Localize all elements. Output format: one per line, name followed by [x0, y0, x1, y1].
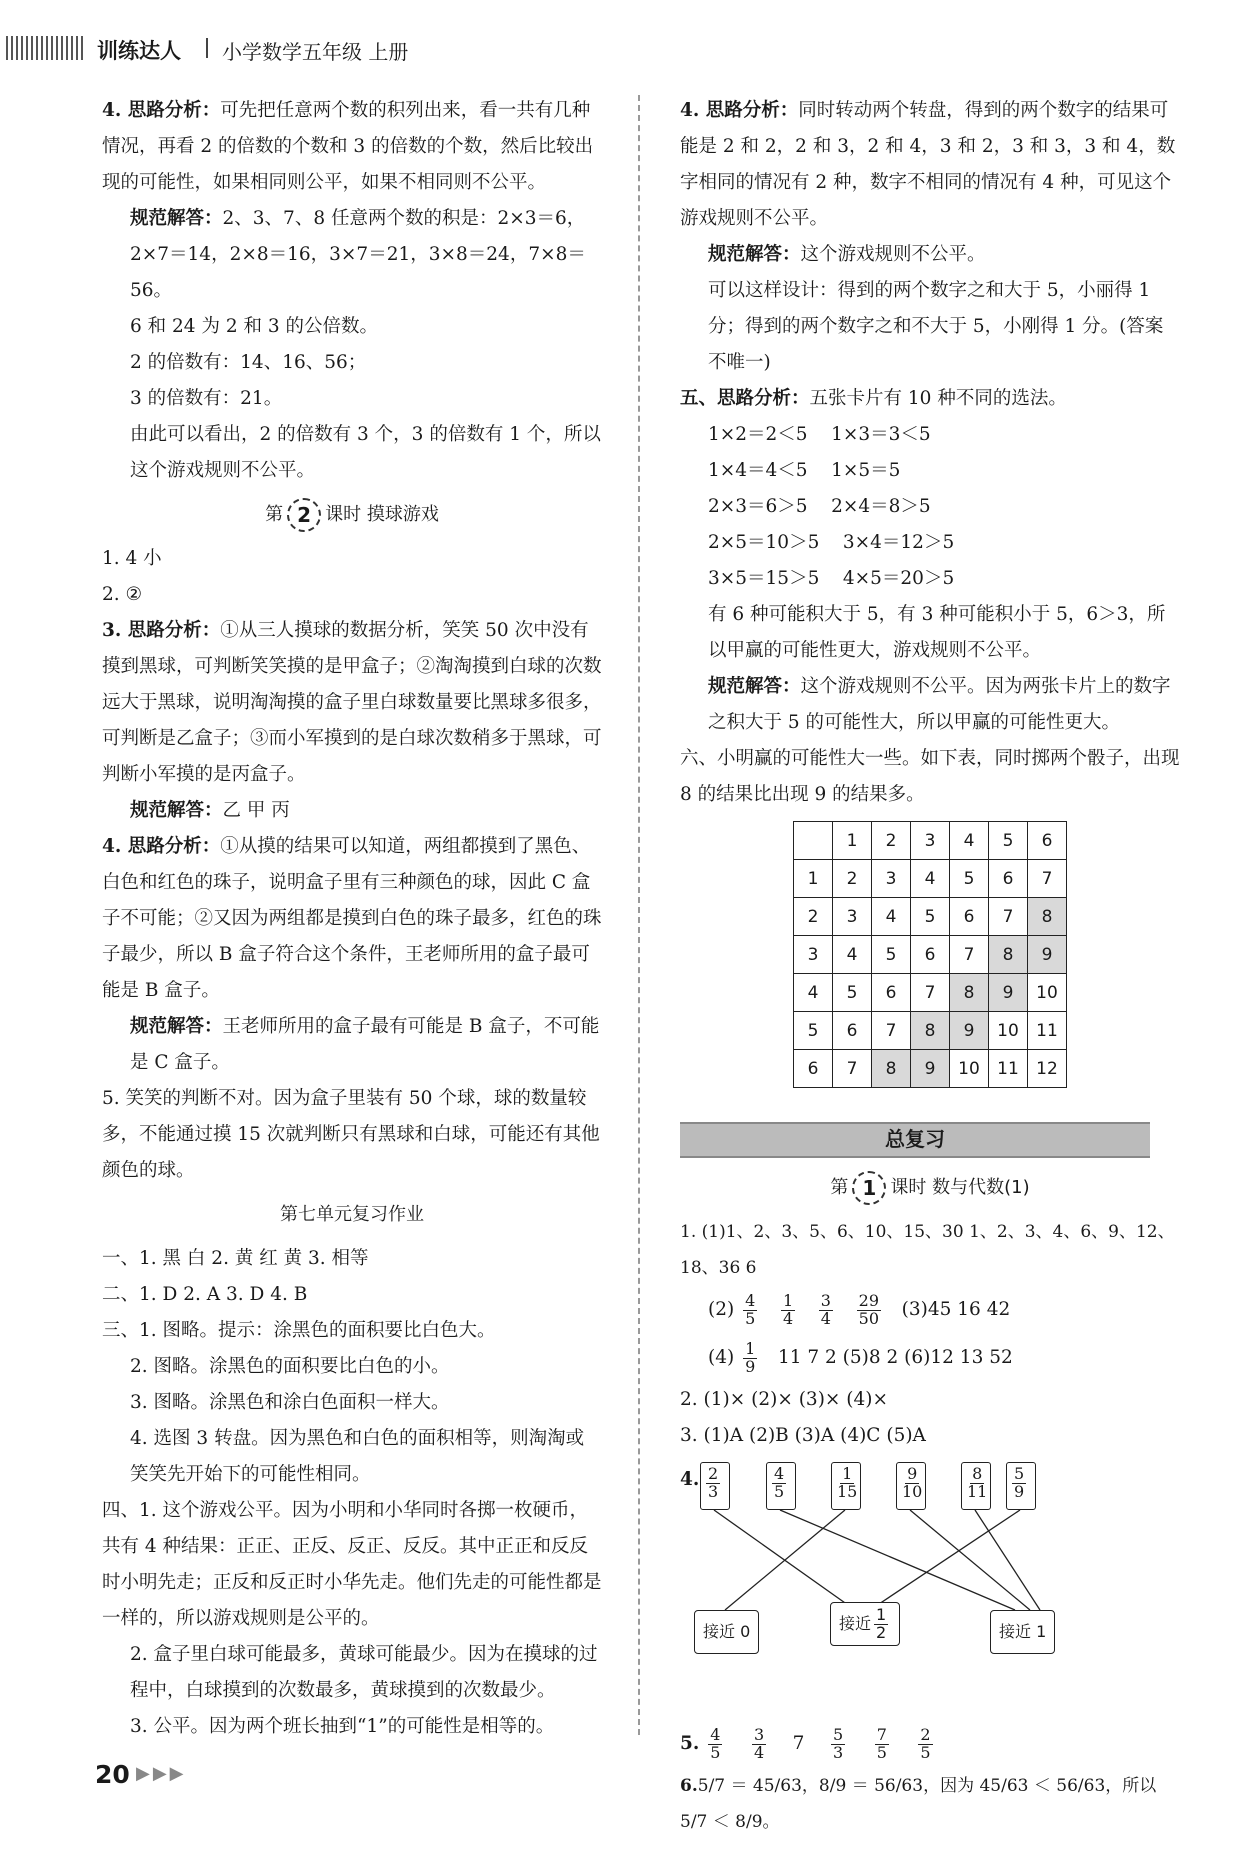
table-cell: 6: [950, 898, 989, 936]
table-cell: 1: [833, 822, 872, 860]
q5-analysis: 五、思路分析：五张卡片有 10 种不同的选法。: [680, 388, 1067, 409]
right-column: [680, 93, 1180, 1840]
table-cell: 4: [911, 860, 950, 898]
table-cell: [794, 822, 833, 860]
integer-value: 7: [792, 1733, 805, 1754]
match-line: [725, 1510, 845, 1610]
fraction: $\frac{4}{5}$: [745, 1290, 756, 1328]
table-cell-highlight: 8: [989, 936, 1028, 974]
table-cell: 10: [1028, 974, 1067, 1012]
table-cell: 5: [794, 1012, 833, 1050]
s1-line2: (2) $\frac{4}{5}$ $\frac{1}{4}$ $\frac{3}{4}$ $\frac{29}{50}$ (3)45 16 42: [708, 1290, 1011, 1328]
fraction: $\frac{29}{50}$: [858, 1290, 879, 1328]
section-heading-lesson1: 第 1 课时 数与代数(1): [680, 1170, 1180, 1206]
fraction-card: $\frac{2}{3}$: [700, 1462, 730, 1510]
q4-line: 2 的倍数有：14、16、56；: [130, 352, 367, 373]
lesson-number-badge: 1: [852, 1171, 886, 1205]
match-line: [780, 1510, 1015, 1610]
answer-5: 5. 笑笑的判断不对。因为盒子里装有 50 个球，球的数量较多，不能通过摸 15 次就判断只有黑球和白球，可能还有其他颜色的球。: [102, 1088, 600, 1181]
q5-line: 2×3＝6＞5 2×4＝8＞5: [708, 496, 931, 517]
fraction-card: $\frac{5}{9}$: [1006, 1462, 1036, 1510]
table-cell: 7: [833, 1050, 872, 1088]
q6-text: 六、小明赢的可能性大一些。如下表，同时掷两个骰子，出现 8 的结果比出现 9 的结果多。: [680, 748, 1180, 805]
review-part-3-2: 2. 图略。涂黑色的面积要比白色的小。: [130, 1356, 450, 1377]
q5-line: 3×5＝15＞5 4×5＝20＞5: [708, 568, 955, 589]
table-row: [794, 974, 1067, 1012]
q4-answer-right: 规范解答：这个游戏规则不公平。: [708, 244, 986, 265]
match-line: [910, 1510, 1030, 1610]
q4-line: 由此可以看出，2 的倍数有 3 个，3 的倍数有 1 个，所以这个游戏规则不公平。: [130, 424, 601, 481]
q4-analysis-right: 4. 思路分析：同时转动两个转盘，得到的两个数字的结果可能是 2 和 2，2 和 3，2 和 4，3 和 2，3 和 3，3 和 4，数字相同的情况有 2 种，数字不相同的情况有 4 种，可见这个游戏规则不公平。: [680, 100, 1176, 229]
table-cell: 3: [911, 822, 950, 860]
review-part-3-1: 三、1. 图略。提示：涂黑色的面积要比白色大。: [102, 1320, 496, 1341]
s4-label: 4.: [680, 1469, 700, 1490]
table-cell: 4: [833, 936, 872, 974]
match-line: [870, 1510, 1020, 1610]
q4-answer: 规范解答：2、3、7、8 任意两个数的积是：2×3＝6，: [130, 208, 586, 229]
answer-3-solution: 规范解答：乙 甲 丙: [130, 800, 290, 821]
fraction: $\frac{4}{5}$: [710, 1724, 721, 1762]
fraction: $\frac{3}{4}$: [753, 1724, 765, 1762]
review-part-3-4: 4. 选图 3 转盘。因为黑色和白色的面积相等，则淘淘或笑笑先开始下的可能性相同。: [130, 1428, 585, 1485]
table-cell: 6: [794, 1050, 833, 1088]
table-cell: 5: [989, 822, 1028, 860]
table-row: [794, 860, 1067, 898]
match-line: [975, 1510, 1040, 1610]
table-cell: 6: [989, 860, 1028, 898]
book-title: 小学数学五年级 上册: [222, 40, 409, 64]
fraction-card: $\frac{1}{15}$: [831, 1462, 861, 1510]
review-part-4-1: 四、1. 这个游戏公平。因为小明和小华同时各掷一枚硬币，共有 4 种结果：正正、正反、反正、反反。其中正正和反反时小明先走；正反和反正时小华先走。他们先走的可能性都是一样的，所以游戏规则是公平的。: [102, 1500, 602, 1629]
review-part-4-3: 3. 公平。因为两个班长抽到“1”的可能性是相等的。: [130, 1716, 555, 1737]
table-cell: 4: [794, 974, 833, 1012]
q5-conclusion: 有 6 种可能积大于 5，有 3 种可能积小于 5，6＞3，所以甲赢的可能性更大，游戏规则不公平。: [708, 604, 1166, 661]
banner-title: 总复习: [885, 1127, 945, 1151]
table-cell: 2: [794, 898, 833, 936]
review-part-1: 一、1. 黑 白 2. 黄 红 黄 3. 相等: [102, 1248, 369, 1269]
answer-1: 1. 4 小: [102, 548, 162, 569]
table-cell: 10: [989, 1012, 1028, 1050]
table-row: [794, 936, 1067, 974]
target-near-half: 接近 $\frac{1}{2}$: [830, 1602, 900, 1646]
q5-line: 1×2＝2＜5 1×3＝3＜5: [708, 424, 931, 445]
fraction-card: $\frac{4}{5}$: [766, 1462, 796, 1510]
fraction: $\frac{2}{5}$: [920, 1724, 931, 1762]
unit-review-title: 第七单元复习作业: [280, 1204, 424, 1225]
review-part-4-2: 2. 盒子里白球可能最多，黄球可能最少。因为在摸球的过程中，白球摸到的次数最多，黄球摸到的次数最少。: [130, 1644, 598, 1701]
q4-line: 6 和 24 为 2 和 3 的公倍数。: [130, 316, 379, 337]
table-cell: 4: [950, 822, 989, 860]
table-cell-highlight: 9: [950, 1012, 989, 1050]
table-cell: 7: [1028, 860, 1067, 898]
table-cell: 6: [911, 936, 950, 974]
q4-design: 可以这样设计：得到的两个数字之和大于 5，小丽得 1 分；得到的两个数字之和不大于 5，小刚得 1 分。(答案不唯一): [708, 280, 1164, 373]
table-header-row: [794, 822, 1067, 860]
table-cell: 5: [833, 974, 872, 1012]
matching-lines: [680, 1462, 1100, 1712]
table-cell: 7: [989, 898, 1028, 936]
s3-line: 3. (1)A (2)B (3)A (4)C (5)A: [680, 1425, 926, 1446]
left-column: [102, 93, 602, 1745]
table-row: [794, 1050, 1067, 1088]
table-cell: 3: [872, 860, 911, 898]
table-cell: 6: [1028, 822, 1067, 860]
arrow-decoration-icon: ▶▶▶: [136, 1763, 187, 1784]
table-cell-highlight: 8: [950, 974, 989, 1012]
s2-line: 2. (1)× (2)× (3)× (4)×: [680, 1389, 888, 1410]
table-cell: 10: [950, 1050, 989, 1088]
fraction: $\frac{5}{3}$: [832, 1724, 844, 1762]
s5-line: 5. $\frac{4}{5}$ $\frac{3}{4}$ 7 $\frac{5}{3}$ $\frac{7}{5}$ $\frac{2}{5}$: [680, 1724, 931, 1762]
table-cell: 7: [950, 936, 989, 974]
table-cell: 6: [872, 974, 911, 1012]
table-cell: 4: [872, 898, 911, 936]
answer-2: 2. ②: [102, 584, 143, 605]
s1-line3: (4) $\frac{1}{9}$ 11 7 2 (5)8 2 (6)12 13 52: [708, 1338, 1013, 1376]
table-cell: 6: [833, 1012, 872, 1050]
target-near-zero: 接近 0: [694, 1610, 759, 1654]
table-cell: 12: [1028, 1050, 1067, 1088]
answer-4-solution: 规范解答：王老师所用的盒子最有可能是 B 盒子，不可能是 C 盒子。: [130, 1016, 600, 1073]
table-cell: 3: [794, 936, 833, 974]
q5-line: 2×5＝10＞5 3×4＝12＞5: [708, 532, 955, 553]
header-divider: [206, 38, 208, 58]
target-near-one: 接近 1: [990, 1610, 1055, 1654]
table-cell: 5: [872, 936, 911, 974]
barcode-decoration: [6, 36, 86, 60]
column-divider: [638, 95, 640, 1735]
answer-4-analysis: 4. 思路分析：①从摸的结果可以知道，两组都摸到了黑色、白色和红色的珠子，说明盒子里有三种颜色的球，因此 C 盒子不可能；②又因为两组都是摸到白色的珠子最多，红色的珠子最少，所以 B 盒子符合这个条件，王老师所用的盒子最可能是 B 盒子。: [102, 836, 602, 1001]
table-cell: 3: [833, 898, 872, 936]
fraction: $\frac{1}{9}$: [745, 1338, 756, 1376]
review-banner: [680, 1116, 1150, 1158]
table-cell: 1: [794, 860, 833, 898]
table-cell-highlight: 9: [1028, 936, 1067, 974]
table-cell-highlight: 8: [1028, 898, 1067, 936]
fraction: $\frac{1}{4}$: [782, 1290, 794, 1328]
s1-line1: 1. (1)1、2、3、5、6、10、15、30 1、2、3、4、6、9、12、18、36 6: [680, 1222, 1175, 1278]
table-cell: 2: [833, 860, 872, 898]
lesson-number-badge: 2: [287, 498, 321, 532]
page-header: [0, 0, 1250, 64]
page-number: 20: [95, 1760, 130, 1789]
q5-solution: 规范解答：这个游戏规则不公平。因为两张卡片上的数字之积大于 5 的可能性大，所以甲赢的可能性更大。: [708, 676, 1171, 733]
table-cell: 11: [989, 1050, 1028, 1088]
answer-3-analysis: 3. 思路分析：①从三人摸球的数据分析，笑笑 50 次中没有摸到黑球，可判断笑笑摸的是甲盒子；②淘淘摸到白球的次数远大于黑球，说明淘淘摸的盒子里白球数量要比黑球多很多，可判断是乙盒子；③而小军摸到的是白球次数稍多于黑球，可判断小军摸的是丙盒子。: [102, 620, 602, 785]
fraction-card: $\frac{8}{11}$: [961, 1462, 991, 1510]
review-part-3-3: 3. 图略。涂黑色和涂白色面积一样大。: [130, 1392, 450, 1413]
table-row: [794, 1012, 1067, 1050]
s6-line: 6.5/7 ＝ 45/63，8/9 ＝ 56/63，因为 45/63 ＜ 56/63，所以 5/7 ＜ 8/9。: [680, 1776, 1157, 1832]
table-cell: 2: [872, 822, 911, 860]
table-cell-highlight: 9: [989, 974, 1028, 1012]
table-cell-highlight: 9: [911, 1050, 950, 1088]
q4-line: 2×7＝14，2×8＝16，3×7＝21，3×8＝24，7×8＝56。: [130, 244, 586, 301]
series-title: 训练达人: [97, 39, 181, 63]
q4-analysis: 4. 思路分析：可先把任意两个数的积列出来，看一共有几种情况，再看 2 的倍数的个数和 3 的倍数的个数，然后比较出现的可能性，如果相同则公平，如果不相同则不公平。: [102, 100, 594, 193]
table-cell: 5: [911, 898, 950, 936]
q5-line: 1×4＝4＜5 1×5＝5: [708, 460, 901, 481]
review-part-2: 二、1. D 2. A 3. D 4. B: [102, 1284, 308, 1305]
table-row: [794, 898, 1067, 936]
matching-diagram: [680, 1462, 1180, 1712]
table-cell: 7: [872, 1012, 911, 1050]
fraction: $\frac{7}{5}$: [876, 1724, 887, 1762]
table-cell-highlight: 8: [872, 1050, 911, 1088]
section-heading-lesson2: 第 2 课时 摸球游戏: [102, 497, 602, 533]
fraction-card: $\frac{9}{10}$: [896, 1462, 926, 1510]
table-cell-highlight: 8: [911, 1012, 950, 1050]
q4-line: 3 的倍数有：21。: [130, 388, 283, 409]
dice-sum-table: [793, 821, 1067, 1088]
table-cell: 7: [911, 974, 950, 1012]
table-cell: 11: [1028, 1012, 1067, 1050]
table-cell: 5: [950, 860, 989, 898]
fraction: $\frac{3}{4}$: [820, 1290, 831, 1328]
